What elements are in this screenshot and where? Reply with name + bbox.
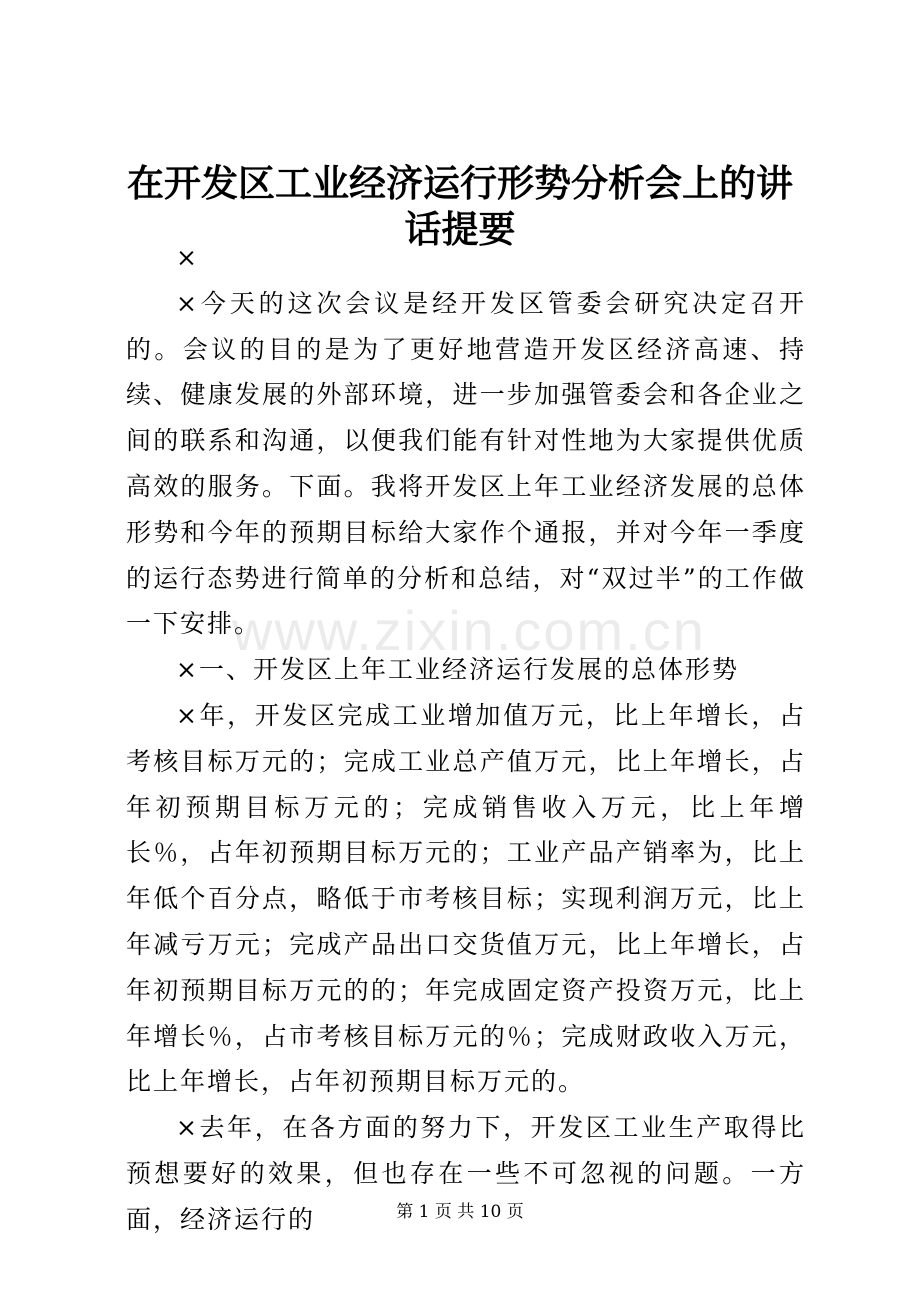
section-heading: ×一、开发区上年工业经济运行发展的总体形势 [176, 655, 739, 685]
paragraph-2: ×今天的这次会议是经开发区管委会研究决定召开的。会议的目的是为了更好地营造开发区经济高速、持续、健康发展的外部环境，进一步加强管委会和各企业之间的联系和沟通，以便我们能有针对性地为大家提供优质高效的服务。下面。我将开发区上年工业经济发展的总体形势和今年的预期目标给大家作个通报，并对今年一季度的运行态势进行简单的分析和总结，对“双过半”的工作做一下安排。 [126, 288, 806, 639]
watermark: www.zixin.com.cn [232, 599, 706, 662]
document-title: 在开发区工业经济运行形势分析会上的讲话提要 [127, 161, 793, 251]
paragraph-1: × [176, 243, 199, 272]
document-body [126, 235, 806, 1243]
paragraph-4: ×去年，在各方面的努力下，开发区工业生产取得比预想要好的效果，但也存在一些不可忽视的问题。一方面，经济运行的 [126, 1113, 806, 1234]
page-footer: 第 1 页 共 10 页 [396, 1202, 524, 1222]
paragraph-3: ×年，开发区完成工业增加值万元，比上年增长，占考核目标万元的；完成工业总产值万元，比上年增长，占年初预期目标万元的；完成销售收入万元，比上年增长％，占年初预期目标万元的；工业产品产销率为，比上年低个百分点，略低于市考核目标；实现利润万元，比上年减亏万元；完成产品出口交货值万元，比上年增长，占年初预期目标万元的的；年完成固定资产投资万元，比上年增长％，占市考核目标万元的％；完成财政收入万元，比上年增长，占年初预期目标万元的。 [126, 700, 806, 1097]
